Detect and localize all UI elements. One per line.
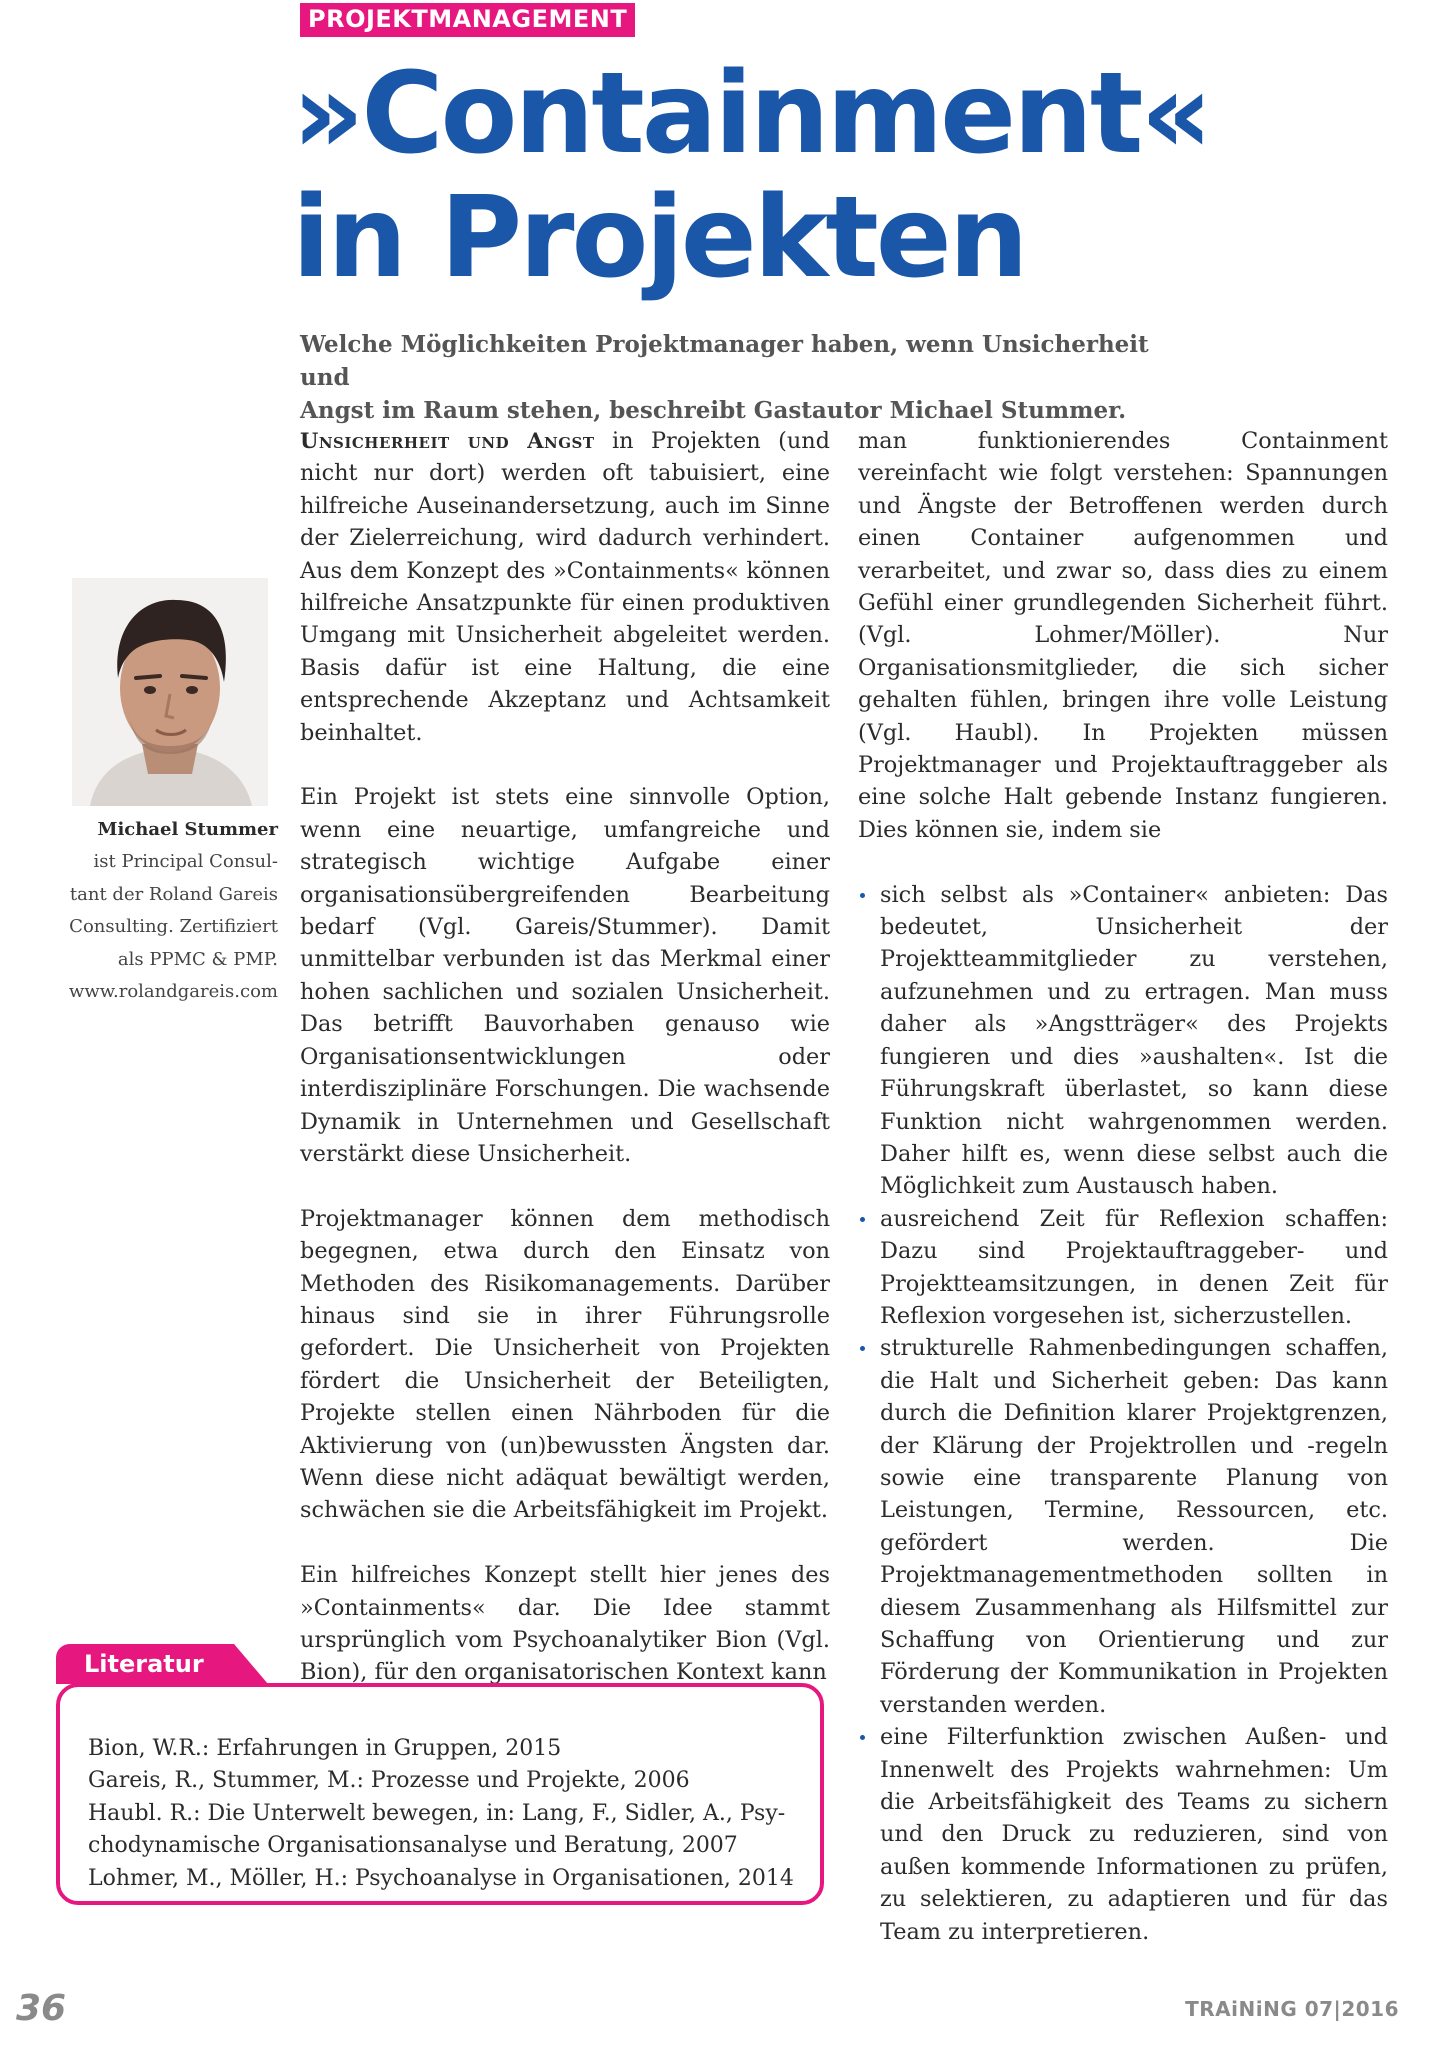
bullet-list xyxy=(858,879,1388,1948)
literature-box xyxy=(56,1683,824,1905)
article-paragraph: Ein hilfreiches Konzept stellt hier jenes des »Containments« dar. Die Idee stammt ursprünglich vom Psychoanalytiker Bion (Vgl. Bion), für den organisatorischen Kontext kann xyxy=(300,1562,830,1686)
author-name: Michael Stummer xyxy=(97,819,278,840)
bullet-item: ausreichend Zeit für Reflexion schaffen: Dazu sind Projektauftraggeber- und Projektteamsitzungen, in denen Zeit für Reflexion vorgesehen ist, sicherzustellen. xyxy=(858,1203,1388,1333)
author-portrait-icon xyxy=(72,578,268,806)
author-bio-line: Consulting. Zertifiziert xyxy=(69,916,278,938)
author-photo xyxy=(72,578,268,806)
article-paragraph: man funktionierendes Containment vereinfacht wie folgt verstehen: Spannungen und Ängste der Betroffenen werden durch einen Container aufgenommen und verarbeitet, und zwar so, dass dies zu einem Gefühl einer grundlegenden Sicherheit führt. (Vgl. Lohmer/Möller). Nur Organisationsmitglieder, die sich sicher gehalten fühlen, bringen ihre volle Leistung (Vgl. Haubl). In Projekten müssen Projektmanager und Projektauftraggeber als eine solche Halt gebende Instanz fungieren. Dies können sie, indem sie xyxy=(858,428,1388,843)
author-box xyxy=(40,814,278,1008)
title-line-1: »Containment« xyxy=(292,49,1210,179)
magazine-issue: TRAiNiNG 07|2016 xyxy=(1185,1997,1399,2021)
literature-item: Haubl. R.: Die Unterwelt bewegen, in: Lang, F., Sidler, A., Psy- xyxy=(88,1800,786,1826)
bullet-item: strukturelle Rahmenbedingungen schaffen, die Halt und Sicherheit geben: Das kann durch die Definition klarer Projektgrenzen, der Klärung der Projektrollen und -regeln sowie eine transparente Planung von Leistungen, Termine, Ressourcen, etc. gefördert werden. Die Projektmanagementmethoden sollten in diesem Zusammenhang als Hilfsmittel zur Schaffung von Orientierung und zur Förderung der Kommunikation in Projekten verstanden werden. xyxy=(858,1332,1388,1721)
literature-item: Gareis, R., Stummer, M.: Prozesse und Projekte, 2006 xyxy=(88,1768,690,1794)
article-paragraph xyxy=(300,425,830,749)
article-column-1 xyxy=(300,425,830,1721)
bullet-item: eine Filterfunktion zwischen Außen- und Innenwelt des Projekts wahrnehmen: Um die Arbeitsfähigkeit des Teams zu sichern und den Druck zu reduzieren, sind von außen kommende Informationen zu prüfen, zu selektieren, zu adaptieren und für das Team zu interpretieren. xyxy=(858,1721,1388,1948)
article-paragraph: Ein Projekt ist stets eine sinnvolle Option, wenn eine neuartige, umfangreiche und strategisch wichtige Aufgabe einer organisationsübergreifenden Bearbeitung bedarf (Vgl. Gareis/Stummer). Damit unmittelbar verbunden ist das Merkmal einer hohen sachlichen und sozialen Unsicherheit. Das betrifft Bauvorhaben genauso wie Organisationsentwicklungen oder interdisziplinäre Forschungen. Die wachsende Dynamik in Unternehmen und Gesellschaft verstärkt diese Unsicherheit. xyxy=(300,784,830,1167)
author-bio-line: als PPMC & PMP. xyxy=(117,948,278,970)
author-website: www.rolandgareis.com xyxy=(68,981,278,1003)
page-number: 36 xyxy=(16,1988,67,2029)
literature-item: Lohmer, M., Möller, H.: Psychoanalyse in Organisationen, 2014 xyxy=(88,1865,794,1891)
literature-item: Bion, W.R.: Erfahrungen in Gruppen, 2015 xyxy=(88,1736,562,1761)
author-bio-line: ist Principal Consul- xyxy=(93,851,278,873)
lead-line-2: Angst im Raum stehen, beschreibt Gastautor Michael Stummer. xyxy=(300,397,1127,424)
author-bio-line: tant der Roland Gareis xyxy=(69,883,278,905)
paragraph-text: in Projekten (und nicht nur dort) werden oft tabuisiert, eine hilfreiche Auseinandersetzung, auch im Sinne der Zielerreichung, wird dadurch verhindert. Aus dem Konzept des »Containments« können hilfreiche Ansatzpunkte für einen produktiven Umgang mit Unsicherheit abgeleitet werden. Basis dafür ist eine Haltung, die eine entsprechende Akzeptanz und Achtsamkeit beinhaltet. xyxy=(300,428,830,746)
lead-line-1: Welche Möglichkeiten Projektmanager haben, wenn Unsicherheit und xyxy=(300,331,1149,391)
literature-tab xyxy=(56,1644,268,1684)
article-column-2 xyxy=(858,425,1388,1948)
literature-heading: Literatur xyxy=(84,1650,204,1678)
article-paragraph: Projektmanager können dem methodisch begegnen, etwa durch den Einsatz von Methoden des Risikomanagements. Darüber hinaus sind sie in ihrer Führungsrolle gefordert. Die Unsicherheit von Projekten fördert die Unsicherheit der Beteiligten, Projekte stellen einen Nährboden für die Aktivierung von (un)bewussten Ängsten dar. Wenn diese nicht adäquat bewältigt werden, schwächen sie die Arbeitsfähigkeit im Projekt. xyxy=(300,1205,830,1524)
title-line-2: in Projekten xyxy=(292,173,1026,303)
bullet-item: sich selbst als »Container« anbieten: Das bedeutet, Unsicherheit der Projektteammitglieder zu verstehen, aufzunehmen und zu ertragen. Man muss daher als »Angstträger« des Projekts fungieren und dies »aushalten«. Ist die Führungskraft überlastet, so kann diese Funktion nicht wahrgenommen werden. Daher hilft es, wenn diese selbst auch die Möglichkeit zum Austausch haben. xyxy=(858,879,1388,1203)
paragraph-runin: Unsicherheit und Angst xyxy=(300,428,595,453)
section-kicker: PROJEKTMANAGEMENT xyxy=(300,3,635,37)
article-lead xyxy=(300,328,1180,427)
literature-item: chodynamische Organisationsanalyse und Beratung, 2007 xyxy=(88,1833,738,1859)
article-title xyxy=(292,49,1210,303)
